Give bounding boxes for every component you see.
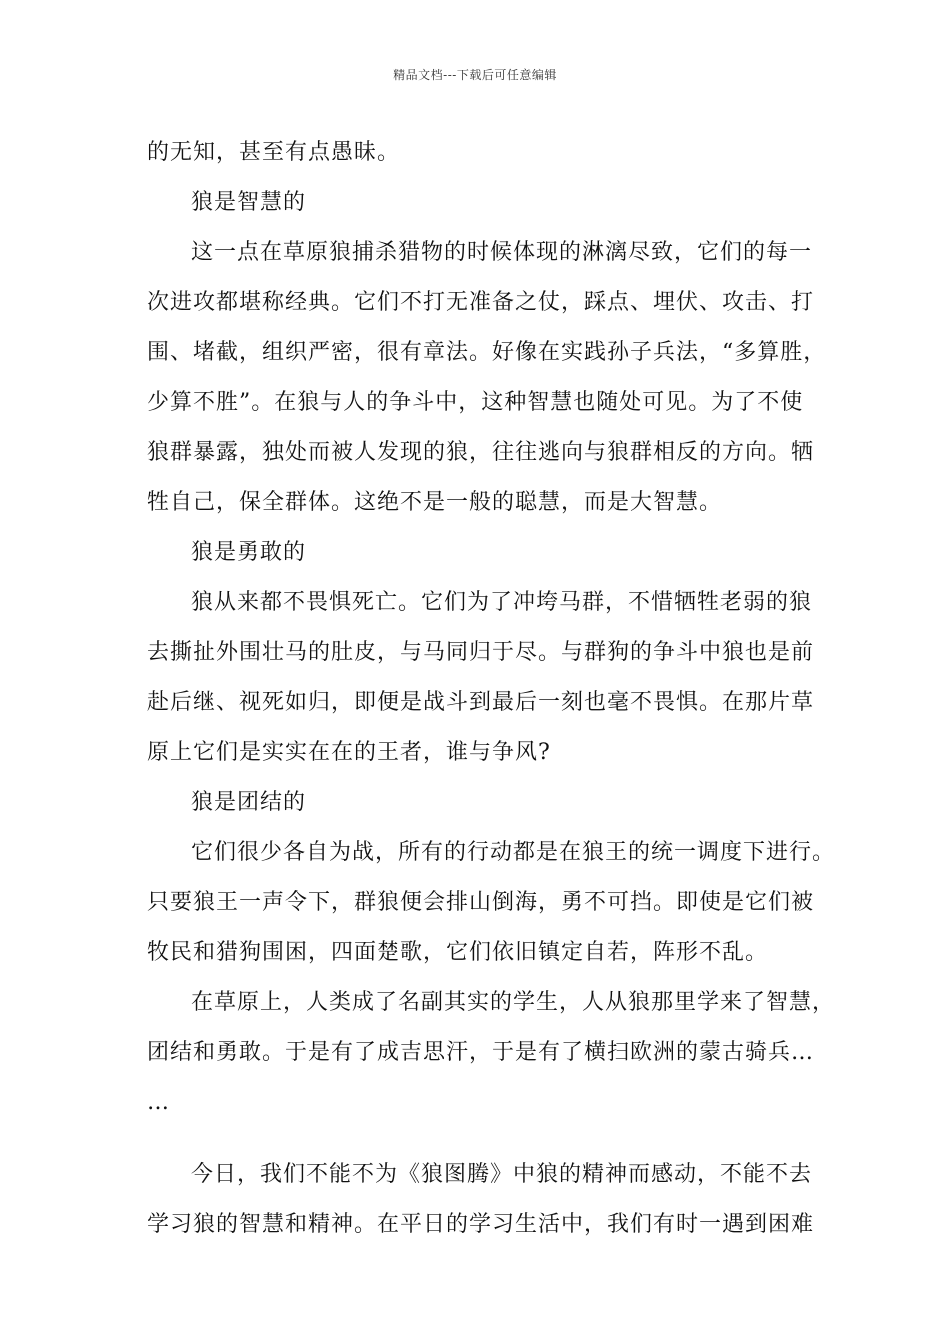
section-heading-wisdom: 狼是智慧的 xyxy=(191,190,307,215)
text-line: 牧民和猎狗围困，四面楚歌，它们依旧镇定自若，阵形不乱。 xyxy=(147,940,769,965)
text-line: 团结和勇敢。于是有了成吉思汗，于是有了横扫欧洲的蒙古骑兵… xyxy=(147,1040,815,1065)
paragraph-gap xyxy=(147,1128,807,1150)
text-line: 少算不胜”。在狼与人的争斗中，这种智慧也随处可见。为了不使 xyxy=(147,390,804,415)
text-line: 它们很少各自为战，所有的行动都是在狼王的统一调度下进行。 xyxy=(191,840,836,865)
text-line: 次进攻都堪称经典。它们不打无准备之仗，踩点、埋伏、攻击、打 xyxy=(147,290,815,315)
text-line: 在草原上，人类成了名副其实的学生，人从狼那里学来了智慧， xyxy=(191,990,836,1015)
text-line: 狼从来都不畏惧死亡。它们为了冲垮马群，不惜牺牲老弱的狼 xyxy=(191,590,813,615)
text-line: 围、堵截，组织严密，很有章法。好像在实践孙子兵法，“多算胜， xyxy=(147,340,827,365)
text-line: 学习狼的智慧和精神。在平日的学习生活中，我们有时一遇到困难 xyxy=(147,1212,815,1237)
text-line: 牲自己，保全群体。这绝不是一般的聪慧，而是大智慧。 xyxy=(147,490,723,515)
document-body xyxy=(147,128,836,1250)
text-line: 这一点在草原狼捕杀猎物的时候体现的淋漓尽致，它们的每一 xyxy=(191,240,813,265)
section-heading-bravery: 狼是勇敢的 xyxy=(191,540,307,565)
text-line: 今日，我们不能不为《狼图腾》中狼的精神而感动，不能不去 xyxy=(191,1162,813,1187)
text-line: … xyxy=(147,1090,170,1115)
text-line: 原上它们是实实在在的王者，谁与争风? xyxy=(147,740,551,765)
text-line: 狼群暴露，独处而被人发现的狼，往往逃向与狼群相反的方向。牺 xyxy=(147,440,815,465)
text-line: 赴后继、视死如归，即便是战斗到最后一刻也毫不畏惧。在那片草 xyxy=(147,690,815,715)
text-line: 的无知，甚至有点愚昧。 xyxy=(147,140,401,165)
text-line: 只要狼王一声令下，群狼便会排山倒海，勇不可挡。即使是它们被 xyxy=(147,890,815,915)
section-heading-unity: 狼是团结的 xyxy=(191,790,307,815)
page-header: 精品文档---下载后可任意编辑 xyxy=(393,68,557,82)
text-line: 去撕扯外围壮马的肚皮，与马同归于尽。与群狗的争斗中狼也是前 xyxy=(147,640,815,665)
